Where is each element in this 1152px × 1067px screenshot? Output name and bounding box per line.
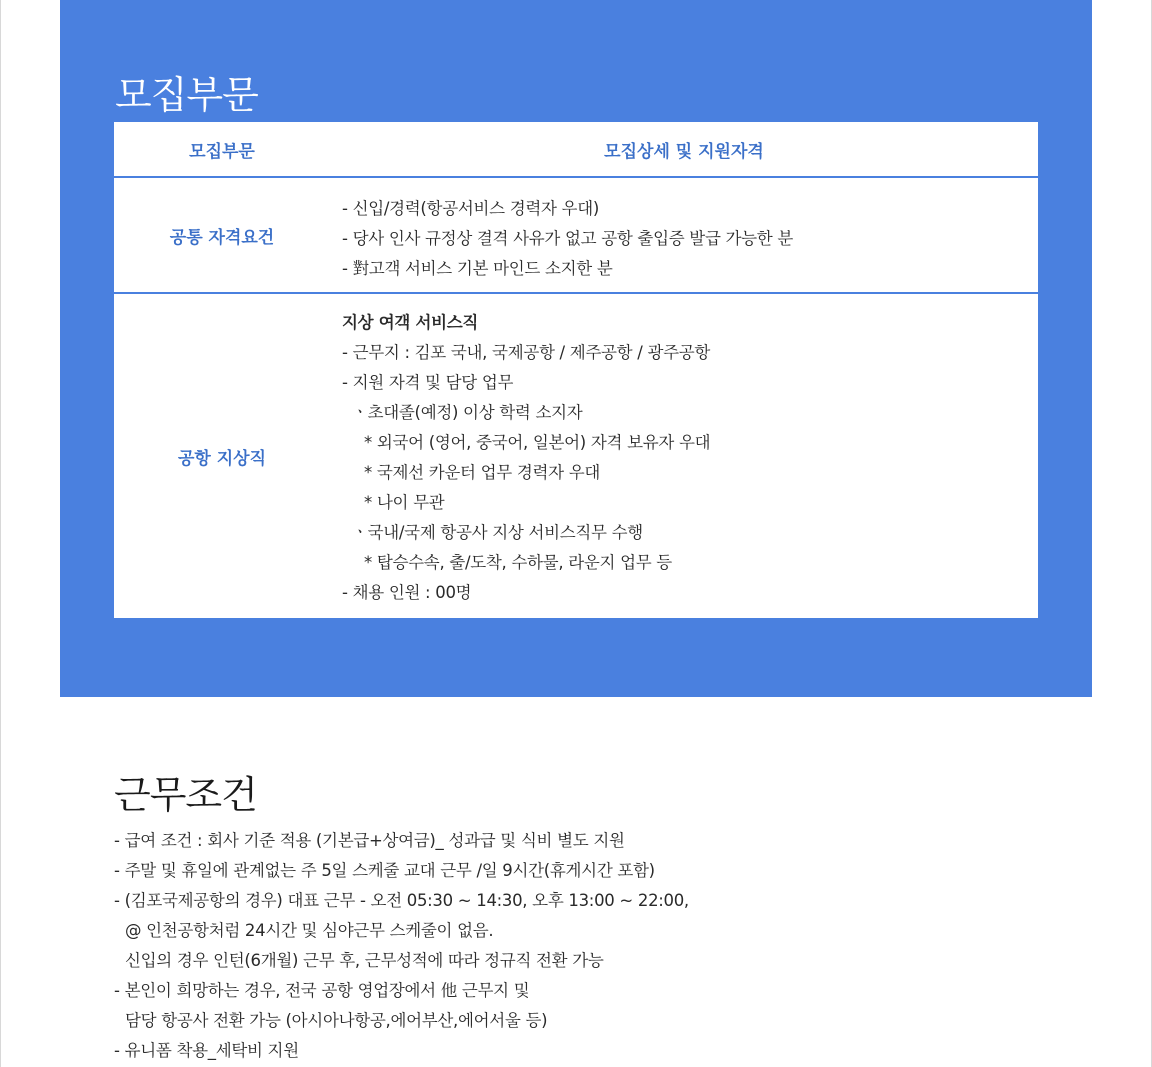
condition-line: - (김포국제공항의 경우) 대표 근무 - 오전 05:30 ~ 14:30, 오후 13:00 ~ 22:00,	[114, 891, 689, 910]
detail-subline: ㆍ국내/국제 항공사 지상 서비스직무 수행	[352, 523, 643, 542]
conditions-section	[114, 770, 1074, 1066]
recruit-section-title: 모집부문	[115, 73, 258, 117]
table-header-row	[114, 122, 1038, 178]
detail-line: - 신입/경력(항공서비스 경력자 우대)	[342, 199, 599, 218]
condition-line: - 유니폼 착용_세탁비 지원	[114, 1041, 299, 1060]
table-row-ground-staff	[114, 294, 1038, 618]
condition-line: - 급여 조건 : 회사 기준 적용 (기본급+상여금)_ 성과급 및 식비 별도 지원	[114, 831, 625, 850]
recruit-table	[114, 122, 1038, 618]
detail-line: - 지원 자격 및 담당 업무	[342, 373, 514, 392]
detail-subline: * 나이 무관	[364, 493, 445, 512]
condition-line: - 주말 및 휴일에 관계없는 주 5일 스케줄 교대 근무 /일 9시간(휴게시간 포함)	[114, 861, 655, 880]
recruit-section	[60, 0, 1092, 697]
condition-line: @ 인천공항처럼 24시간 및 심야근무 스케줄이 없음.	[125, 921, 494, 940]
header-category: 모집부문	[189, 141, 255, 162]
row-details-common	[342, 194, 1022, 284]
detail-subline: ㆍ초대졸(예정) 이상 학력 소지자	[352, 403, 583, 422]
condition-line: 담당 항공사 전환 가능 (아시아나항공,에어부산,에어서울 등)	[125, 1011, 548, 1030]
conditions-section-title: 근무조건	[114, 773, 257, 817]
detail-subline: * 탑승수속, 출/도착, 수하물, 라운지 업무 등	[364, 553, 672, 572]
row-category-ground-staff: 공항 지상직	[177, 448, 267, 469]
table-row-common	[114, 178, 1038, 294]
conditions-list	[114, 826, 1074, 1066]
job-title: 지상 여객 서비스직	[342, 313, 479, 332]
detail-line: - 對고객 서비스 기본 마인드 소지한 분	[342, 259, 613, 278]
detail-line: - 당사 인사 규정상 결격 사유가 없고 공항 출입증 발급 가능한 분	[342, 229, 794, 248]
detail-subline: * 국제선 카운터 업무 경력자 우대	[364, 463, 600, 482]
condition-line: - 본인이 희망하는 경우, 전국 공항 영업장에서 他 근무지 및	[114, 981, 530, 1000]
detail-line: - 채용 인원 : 00명	[342, 583, 472, 602]
detail-subline: * 외국어 (영어, 중국어, 일본어) 자격 보유자 우대	[364, 433, 711, 452]
header-details: 모집상세 및 지원자격	[604, 141, 764, 162]
condition-line: 신입의 경우 인턴(6개월) 근무 후, 근무성적에 따라 정규직 전환 가능	[125, 951, 604, 970]
page-border-left	[0, 0, 1, 1067]
row-category-common: 공통 자격요건	[169, 227, 275, 248]
row-details-ground-staff	[342, 308, 1022, 608]
detail-line: - 근무지 : 김포 국내, 국제공항 / 제주공항 / 광주공항	[342, 343, 711, 362]
